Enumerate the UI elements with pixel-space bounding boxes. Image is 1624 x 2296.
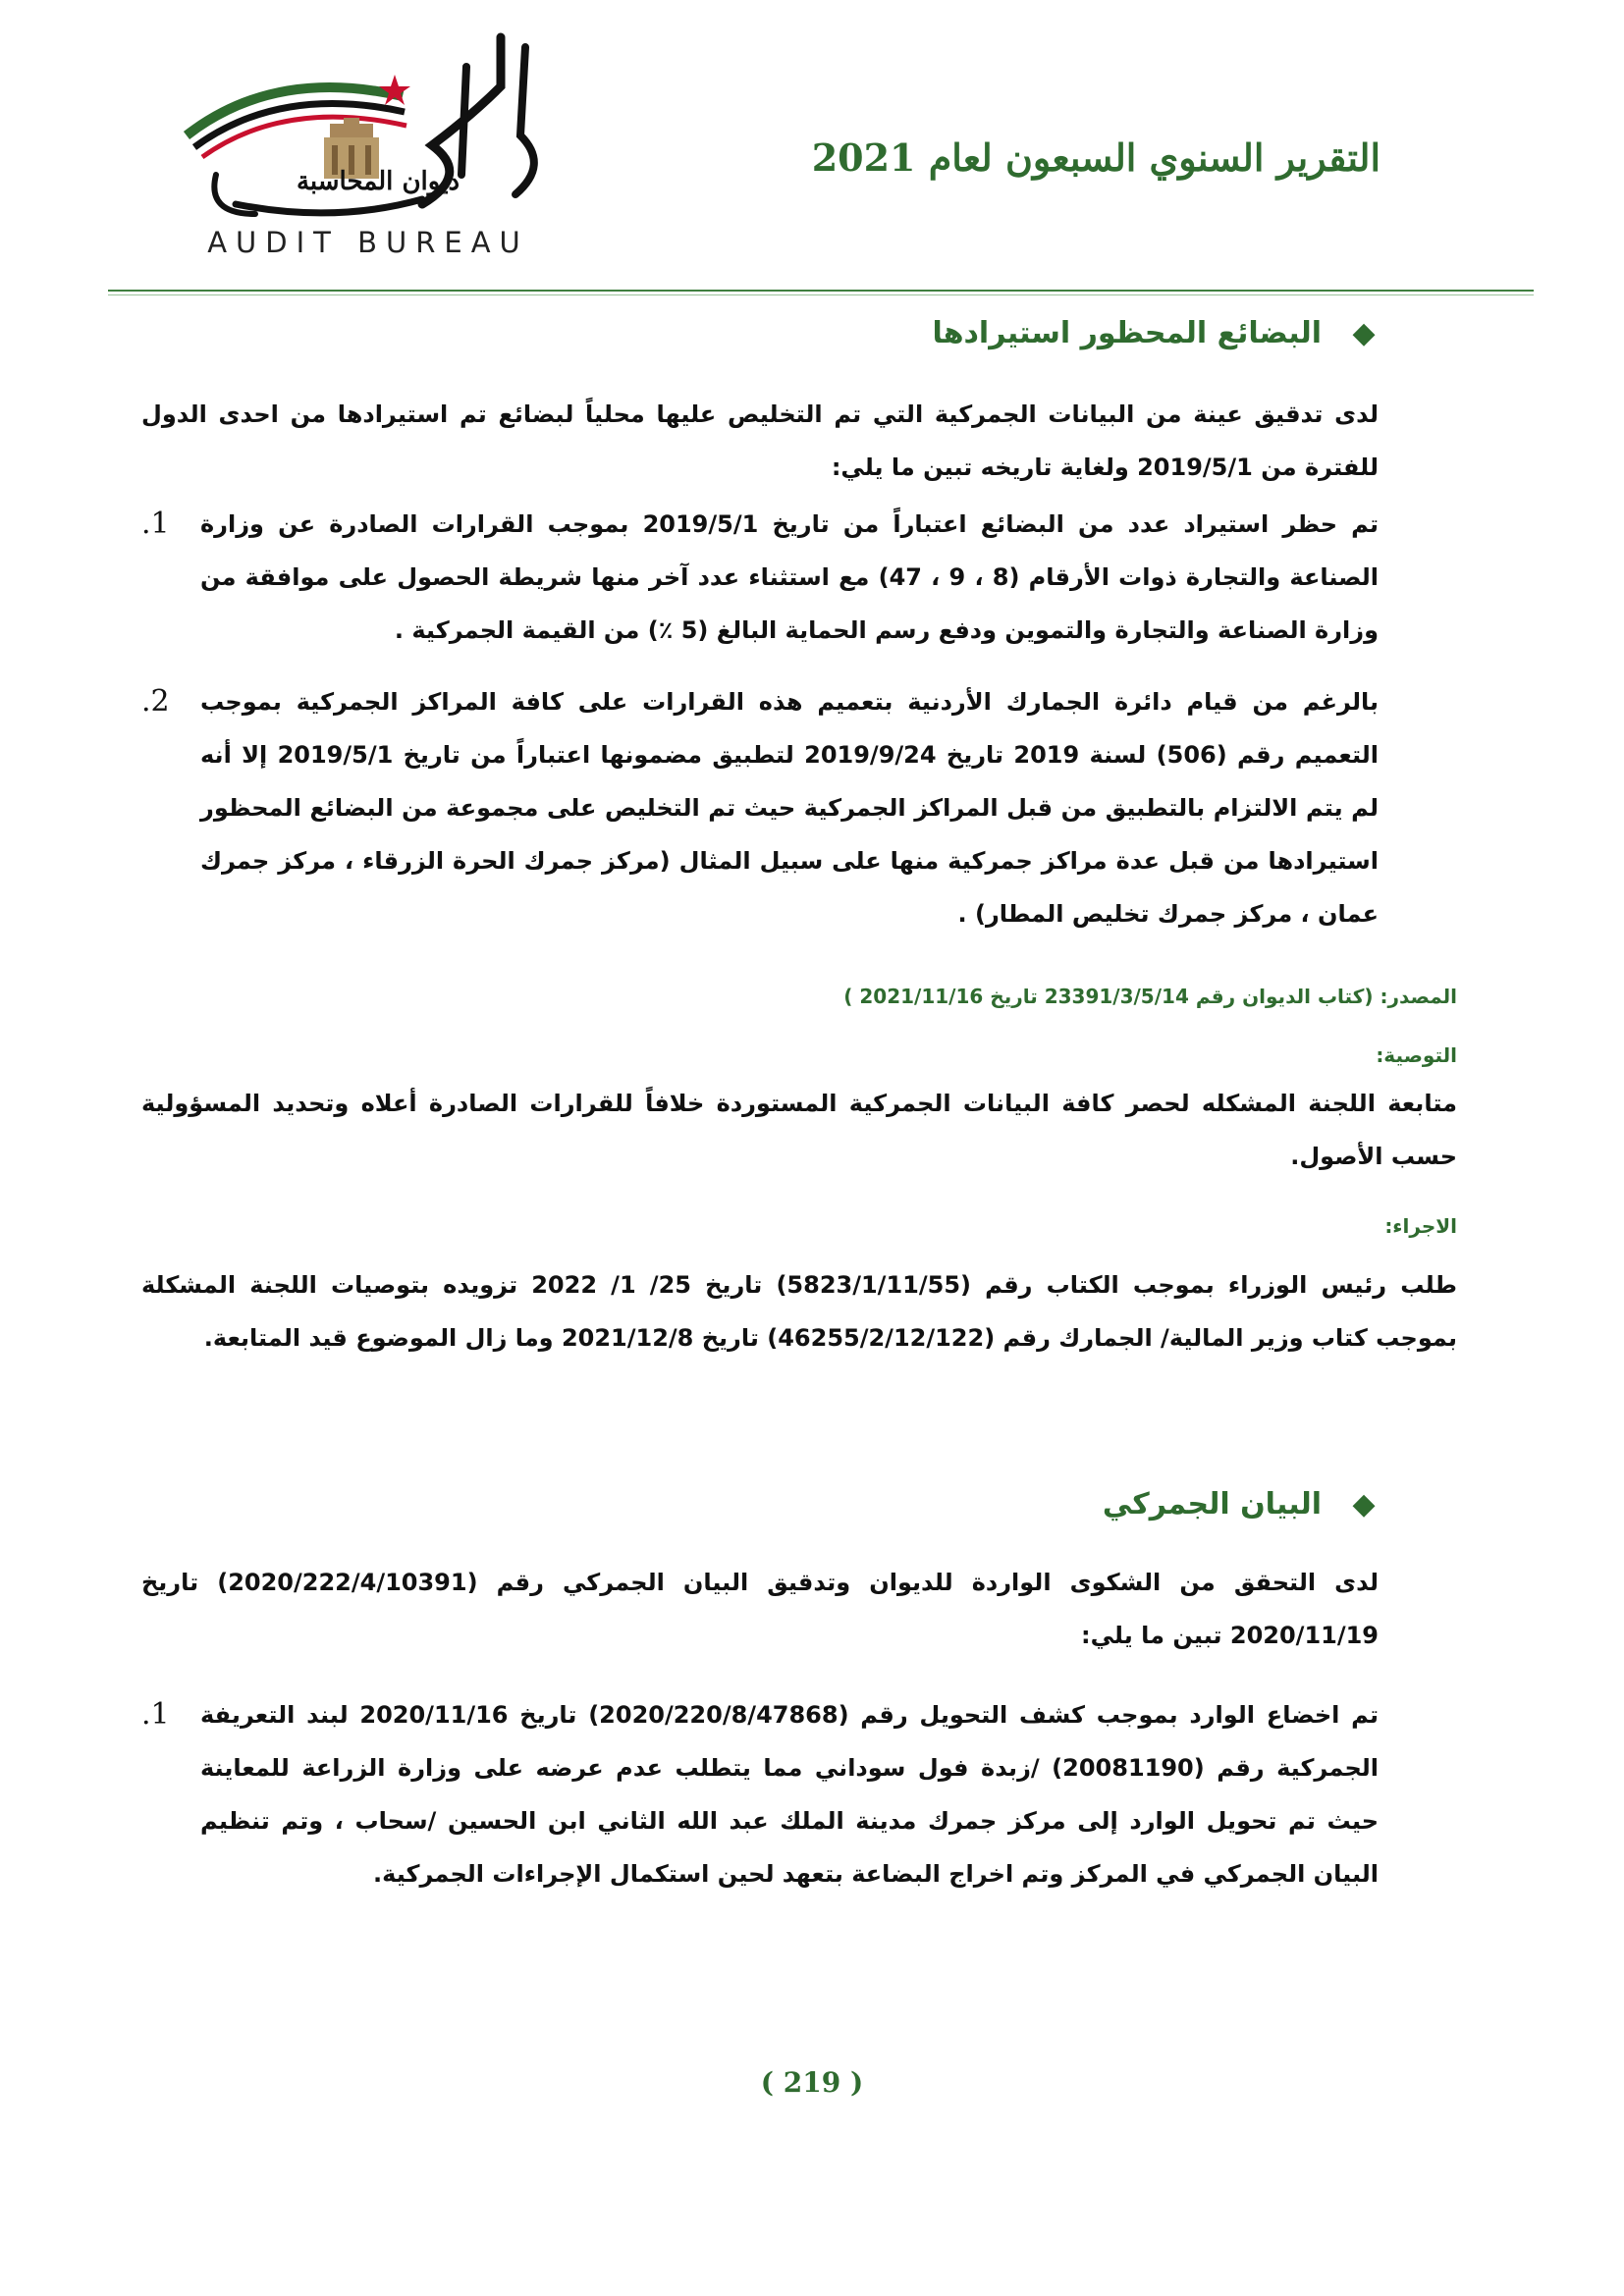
section-heading [1103,1487,1379,1522]
list-number: 2. [141,684,170,719]
list-item [141,675,1457,940]
list-text: تم اخضاع الوارد بموجب كشف التحويل رقم (2020/220/8/47868) تاريخ 2020/11/16 لبند التعريفة الجمركية رقم (20081190) /زبدة فول سوداني مما يتطلب عدم عرضه على وزارة الزراعة للمعاينة حيث تم تحويل الوارد إلى مركز جمرك مدينة الملك عبد الله الثاني ابن الحسين /سحاب ، وتم تنظيم البيان الجمركي في المركز وتم اخراج البضاعة بتعهد لحين استكمال الإجراءات الجمركية. [200,1701,1379,1888]
report-title: التقرير السنوي السبعون لعام 2021 [811,135,1380,180]
page-header [0,0,1624,294]
header-divider-thin [108,294,1534,295]
logo-arabic-text: ديوان المحاسبة [296,167,460,196]
action-text: طلب رئيس الوزراء بموجب الكتاب رقم (5823/1/11/55) تاريخ 25/ 1/ 2022 تزويده بتوصيات اللجنة المشكلة بموجب كتاب وزير المالية/ الجمارك رقم (46255/2/12/122) تاريخ 2021/12/8 وما زال الموضوع قيد المتابعة. [141,1271,1458,1352]
header-divider [108,290,1534,292]
recommendation-text: متابعة اللجنة المشكله لحصر كافة البيانات الجمركية المستوردة خلافاً للقرارات الصادرة أعلاه وتحديد المسؤولية حسب الأصول. [141,1090,1457,1170]
section-title: البضائع المحظور استيرادها [932,316,1322,350]
list-text: بالرغم من قيام دائرة الجمارك الأردنية بتعميم هذه القرارات على كافة المراكز الجمركية بموجب التعميم رقم (506) لسنة 2019 تاريخ 2019/9/24 لتطبيق مضمونها اعتباراً من تاريخ 2019/5/1 إلا أنه لم يتم الالتزام بالتطبيق من قبل المراكز الجمركية حيث تم التخليص على مجموعة من البضائع المحظور استيرادها من قبل عدة مراكز جمركية منها على سبيل المثال (مركز جمرك الحرة الزرقاء ، مركز جمرك عمان ، مركز جمرك تخليص المطار) . [200,688,1380,928]
section-intro: لدى التحقق من الشكوى الواردة للديوان وتدقيق البيان الجمركي رقم (2020/222/4/10391) تاريخ 2020/11/19 تبين ما يلي: [141,1569,1379,1649]
list-item [141,498,1457,657]
list-number: 1. [141,507,170,541]
list-number: 1. [141,1697,170,1732]
page-number: ( 219 ) [760,2066,864,2099]
logo-tagline: AUDIT BUREAU [207,226,529,259]
section-heading [932,316,1379,350]
recommendation-label: التوصية: [1376,1043,1457,1067]
source-citation: المصدر: (كتاب الديوان رقم 23391/3/5/14 تاريخ 2021/11/16 ) [843,985,1457,1008]
section-intro: لدى تدقيق عينة من البيانات الجمركية التي تم التخليص عليها محلياً لبضائع تم استيرادها من احدى الدول للفترة من 2019/5/1 ولغاية تاريخه تبين ما يلي: [141,400,1379,481]
audit-bureau-logo [177,27,569,263]
list-text: تم حظر استيراد عدد من البضائع اعتباراً من تاريخ 2019/5/1 بموجب القرارات الصادرة عن وزارة الصناعة والتجارة ذوات الأرقام (8 ، 9 ، 47) مع استثناء عدد آخر منها شريطة الحصول على موافقة من وزارة الصناعة والتجارة والتموين ودفع رسم الحماية البالغ (5 ٪) من القيمة الجمركية . [200,510,1380,644]
section-title: البيان الجمركي [1102,1487,1322,1522]
list-item [141,1688,1457,1900]
action-label: الاجراء: [1384,1214,1457,1238]
diamond-bullet-icon: ◆ [1352,1487,1376,1522]
logo-emblem-icon [177,27,569,234]
diamond-bullet-icon: ◆ [1352,316,1376,350]
